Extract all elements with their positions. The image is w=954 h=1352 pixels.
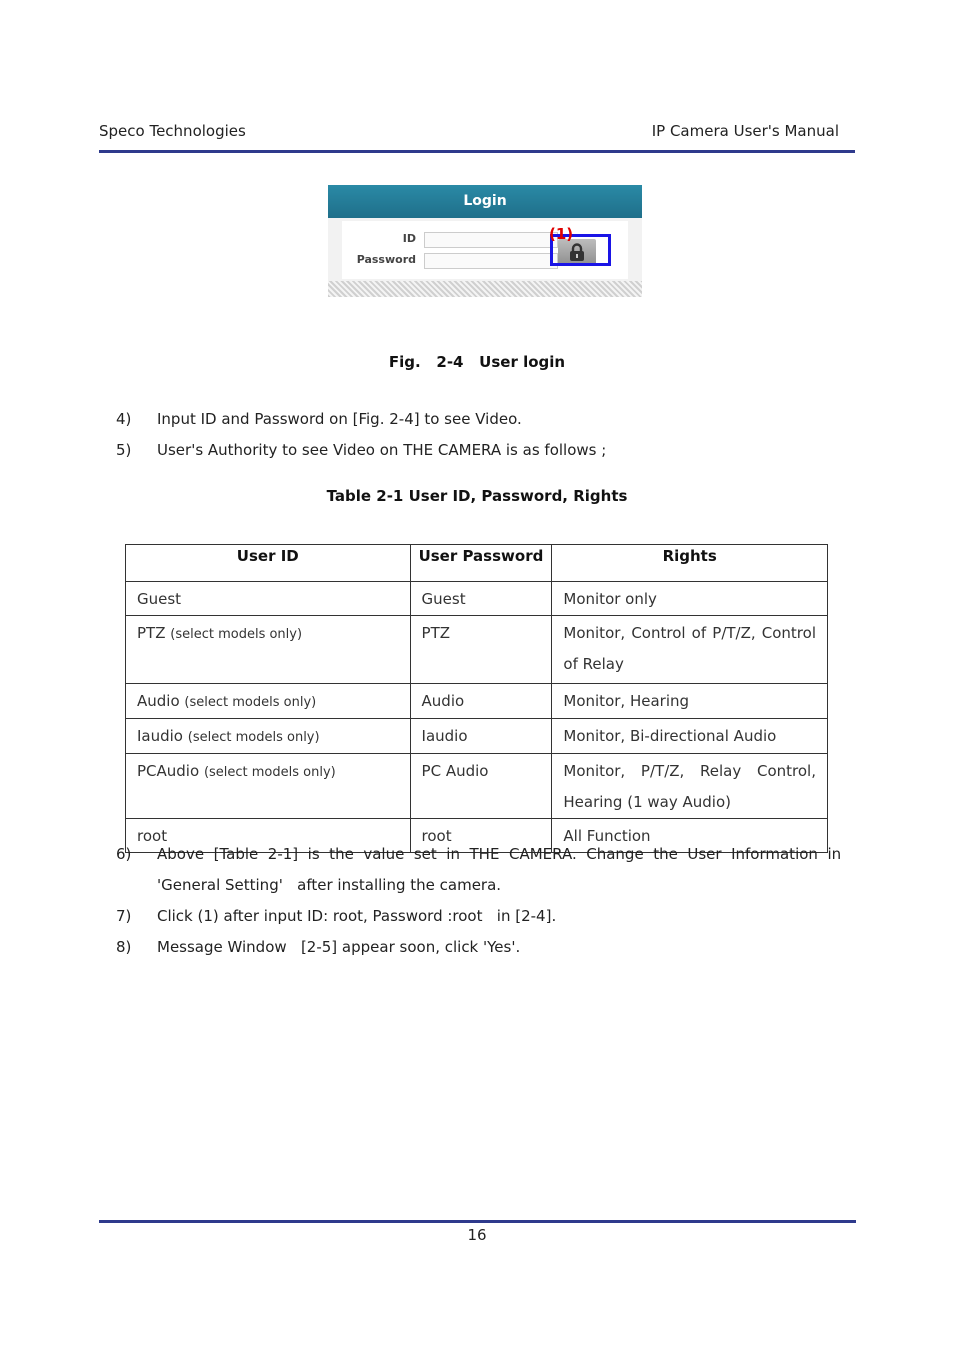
user-id: Iaudio	[137, 727, 183, 745]
step-text: Click (1) after input ID: root, Password :root in [2-4].	[157, 907, 557, 925]
user-id-cell	[126, 684, 411, 719]
page-header	[99, 122, 839, 142]
rights-cell: Monitor, Control of P/T/Z, Control of Relay	[552, 616, 828, 684]
user-id: Guest	[137, 590, 182, 608]
step-text: Message Window [2-5] appear soon, click 'Yes'.	[157, 938, 521, 956]
step-number: 6)	[116, 845, 132, 863]
login-title-bar	[328, 185, 642, 218]
header-company: Speco Technologies	[99, 122, 246, 140]
footer-rule	[99, 1220, 856, 1223]
user-id-cell	[126, 616, 411, 684]
login-title: Login	[463, 193, 507, 209]
user-id-cell	[126, 754, 411, 819]
page-number: 16	[467, 1226, 487, 1244]
step-text: 'General Setting' after installing the camera.	[157, 876, 502, 894]
figure-caption: Fig. 2-4 User login	[388, 353, 566, 371]
header-rule	[99, 150, 855, 153]
table-row	[126, 684, 828, 719]
password-cell: Audio	[410, 684, 552, 719]
callout-marker: (1)	[549, 225, 574, 243]
login-footer-pattern	[328, 281, 642, 297]
rights-cell: Monitor, Hearing	[552, 684, 828, 719]
table-row	[126, 616, 828, 684]
user-id-cell	[126, 582, 411, 616]
password-cell: root	[410, 819, 552, 853]
user-id: Audio	[137, 692, 180, 710]
table-row	[126, 582, 828, 616]
id-input[interactable]	[424, 232, 558, 248]
user-id-note: (select models only)	[203, 765, 336, 780]
column-header: User ID	[126, 545, 411, 582]
login-figure	[328, 185, 642, 297]
step-text: User's Authority to see Video on THE CAMERA is as follows ;	[157, 441, 607, 459]
user-id-note: (select models only)	[187, 730, 320, 745]
header-manual-title: IP Camera User's Manual	[651, 122, 839, 140]
step-text: Input ID and Password on [Fig. 2-4] to see Video.	[157, 410, 522, 428]
id-label: ID	[402, 232, 416, 245]
table-header-row	[126, 545, 828, 582]
user-id: PTZ	[137, 624, 166, 642]
password-label: Password	[356, 253, 416, 266]
step-number: 7)	[116, 907, 132, 925]
rights-cell: Monitor, P/T/Z, Relay Control, Hearing (1 way Audio)	[552, 754, 828, 819]
user-id: root	[137, 827, 168, 845]
table-row	[126, 719, 828, 754]
user-id-note: (select models only)	[184, 695, 317, 710]
column-header: User Password	[410, 545, 552, 582]
user-id-note: (select models only)	[170, 627, 303, 642]
password-cell: PTZ	[410, 616, 552, 684]
step-number: 4)	[116, 410, 132, 428]
table-caption: Table 2-1 User ID, Password, Rights	[326, 487, 628, 505]
table-row	[126, 754, 828, 819]
step-number: 5)	[116, 441, 132, 459]
password-cell: Iaudio	[410, 719, 552, 754]
user-id: PCAudio	[137, 762, 200, 780]
user-id-cell	[126, 719, 411, 754]
rights-table	[125, 544, 828, 853]
rights-cell: All Function	[552, 819, 828, 853]
step-text: Above [Table 2-1] is the value set in THE CAMERA. Change the User Information in	[157, 845, 842, 863]
rights-cell: Monitor only	[552, 582, 828, 616]
password-cell: PC Audio	[410, 754, 552, 819]
password-cell: Guest	[410, 582, 552, 616]
password-input[interactable]	[424, 253, 558, 269]
step-number: 8)	[116, 938, 132, 956]
rights-cell: Monitor, Bi-directional Audio	[552, 719, 828, 754]
column-header: Rights	[552, 545, 828, 582]
